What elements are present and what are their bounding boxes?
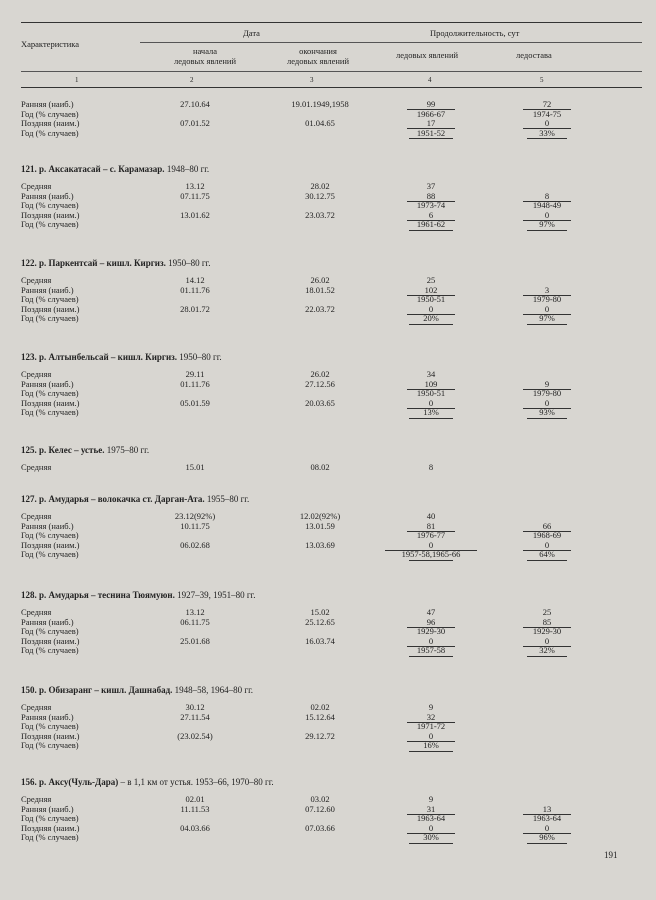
- cover-value: 96%: [539, 832, 555, 843]
- station-years: 1975–80 гг.: [106, 445, 150, 455]
- row-label: Ранняя (наиб.): [21, 99, 74, 109]
- end-value: 30.12.75: [305, 190, 335, 201]
- ice-value: 20%: [423, 313, 439, 324]
- ice-value: 99: [426, 99, 436, 109]
- fraction-bar: [407, 109, 455, 110]
- ice-value: 25: [426, 275, 436, 285]
- fraction-bar: [523, 314, 571, 315]
- col-num-3: 3: [310, 76, 314, 84]
- end-value: 08.02: [310, 462, 330, 472]
- page-number: 191: [604, 850, 618, 860]
- fraction-bar: [527, 560, 567, 561]
- cover-value: 0: [544, 397, 550, 408]
- end-value: 22.03.72: [305, 303, 335, 314]
- end-value: 28.02: [310, 181, 330, 191]
- row-label: Год (% случаев): [21, 200, 79, 211]
- row-label: Год (% случаев): [21, 530, 79, 541]
- fraction-bar: [527, 324, 567, 325]
- row-label: Ранняя (наиб.): [21, 378, 74, 389]
- end-value: 26.02: [310, 369, 330, 379]
- ice-value: 1973-74: [416, 200, 446, 211]
- header-end-ice: окончания ледовых явлений: [286, 46, 350, 66]
- row-label: Год (% случаев): [21, 127, 79, 138]
- ice-value: 0: [428, 397, 434, 408]
- row-label: Поздняя (наим.): [21, 303, 80, 314]
- cover-value: 0: [544, 635, 550, 646]
- start-value: 05.01.59: [180, 397, 210, 408]
- fraction-bar: [407, 833, 455, 834]
- cover-value: 0: [544, 209, 550, 220]
- header-bottom-rule: [21, 87, 642, 88]
- fraction-bar: [409, 230, 453, 231]
- row-label: Год (% случаев): [21, 645, 79, 656]
- header-ice-cover: ледостава: [516, 50, 552, 60]
- ice-value: 6: [428, 209, 434, 220]
- ice-value: 32: [426, 711, 436, 722]
- row-label: Поздняя (наим.): [21, 118, 80, 129]
- ice-value: 40: [426, 511, 436, 521]
- start-value: 01.11.76: [180, 284, 210, 295]
- cover-value: 1979-80: [532, 294, 562, 305]
- fraction-bar: [407, 531, 455, 532]
- ice-value: 0: [428, 635, 434, 646]
- cover-value: 85: [542, 616, 552, 627]
- fraction-bar: [409, 751, 453, 752]
- row-label: Год (% случаев): [21, 721, 79, 732]
- fraction-bar: [523, 295, 571, 296]
- station-number: 150.: [21, 685, 37, 695]
- station-years: 1955–80 гг.: [206, 494, 250, 504]
- end-value: 16.03.74: [305, 635, 335, 646]
- fraction-bar: [523, 627, 571, 628]
- fraction-bar: [523, 814, 571, 815]
- station-years: 1948–80 гг.: [166, 164, 210, 174]
- start-value: 13.12: [185, 181, 205, 191]
- fraction-bar: [409, 560, 453, 561]
- row-label: Средняя: [21, 462, 52, 472]
- ice-value: 102: [424, 284, 438, 295]
- row-label: Средняя: [21, 702, 52, 712]
- start-value: 11.11.53: [180, 803, 210, 814]
- end-value: 15.02: [310, 607, 330, 617]
- ice-value: 1951-52: [416, 127, 446, 138]
- start-value: 07.01.52: [180, 118, 210, 129]
- row-label: Средняя: [21, 607, 52, 617]
- fraction-bar: [407, 389, 455, 390]
- row-label: Год (% случаев): [21, 294, 79, 305]
- ice-value: 0: [428, 303, 434, 314]
- header-top-rule: [21, 22, 642, 23]
- station-years: 1948–58, 1964–80 гг.: [174, 685, 254, 695]
- row-label: Год (% случаев): [21, 740, 79, 751]
- row-label: Год (% случаев): [21, 407, 79, 418]
- end-value: 01.04.65: [305, 118, 335, 129]
- end-value: 19.01.1949,1958: [291, 99, 349, 109]
- start-value: 01.11.76: [180, 378, 210, 389]
- ice-value: 9: [428, 702, 434, 712]
- fraction-bar: [407, 627, 455, 628]
- row-label: Год (% случаев): [21, 219, 79, 230]
- row-label: Год (% случаев): [21, 388, 79, 399]
- start-value: 30.12: [185, 702, 205, 712]
- col-num-1: 1: [75, 76, 79, 84]
- cover-value: 1948-49: [532, 200, 562, 211]
- station-number: 127.: [21, 494, 37, 504]
- end-value: 07.12.60: [305, 803, 335, 814]
- cover-value: 93%: [539, 407, 555, 418]
- station-name: р. Алтынбельсай – кишл. Киргиз.: [39, 352, 178, 362]
- header-start-ice: начала ледовых явлений: [173, 46, 237, 66]
- cover-value: 97%: [539, 313, 555, 324]
- station-years: – в 1,1 км от устья. 1953–66, 1970–80 гг.: [120, 777, 274, 787]
- start-value: 07.11.75: [180, 190, 210, 201]
- end-value: 02.02: [310, 702, 330, 712]
- station-number: 125.: [21, 445, 37, 455]
- row-label: Ранняя (наиб.): [21, 284, 74, 295]
- header-characteristic: Характеристика: [21, 39, 80, 49]
- ice-value: 37: [426, 181, 436, 191]
- station-title: [21, 164, 209, 174]
- col-num-2: 2: [190, 76, 194, 84]
- station-title: [21, 258, 210, 268]
- fraction-bar: [407, 314, 455, 315]
- start-value: 06.02.68: [180, 539, 210, 550]
- row-label: Год (% случаев): [21, 108, 79, 119]
- fraction-bar: [407, 408, 455, 409]
- cover-value: 1929-30: [532, 626, 562, 637]
- ice-value: 47: [426, 607, 436, 617]
- start-value: 28.01.72: [180, 303, 210, 314]
- ice-value: 1929-30: [416, 626, 446, 637]
- fraction-bar: [523, 646, 571, 647]
- fraction-bar: [407, 741, 455, 742]
- cover-value: 1974-75: [532, 108, 562, 119]
- row-label: Средняя: [21, 275, 52, 285]
- ice-value: 17: [426, 118, 436, 129]
- end-value: 27.12.56: [305, 378, 335, 389]
- cover-value: 8: [544, 190, 550, 201]
- header-sub-rule: [140, 42, 642, 43]
- station-number: 123.: [21, 352, 37, 362]
- fraction-bar: [407, 646, 455, 647]
- fraction-bar: [527, 418, 567, 419]
- end-value: 26.02: [310, 275, 330, 285]
- start-value: 10.11.75: [180, 520, 210, 531]
- ice-value: 8: [428, 462, 434, 472]
- fraction-bar: [409, 418, 453, 419]
- ice-value: 0: [428, 730, 434, 741]
- cover-value: 97%: [539, 219, 555, 230]
- row-label: Год (% случаев): [21, 549, 79, 560]
- station-name: р. Обизаранг – кишл. Дашнабад.: [39, 685, 173, 695]
- cover-value: 0: [544, 303, 550, 314]
- fraction-bar: [523, 408, 571, 409]
- ice-value: 1976-77: [416, 530, 446, 541]
- start-value: 23.12(92%): [174, 511, 216, 521]
- end-value: 07.03.66: [305, 822, 335, 833]
- ice-value: 1971-72: [416, 721, 446, 732]
- cover-value: 3: [544, 284, 550, 295]
- ice-value: 0: [428, 539, 434, 550]
- row-label: Поздняя (наим.): [21, 539, 80, 550]
- start-value: 29.11: [185, 369, 205, 379]
- ice-value: 1966-67: [416, 108, 446, 119]
- station-number: 122.: [21, 258, 37, 268]
- cover-value: 64%: [539, 549, 555, 560]
- end-value: 15.12.64: [305, 711, 335, 722]
- fraction-bar: [409, 656, 453, 657]
- station-number: 121.: [21, 164, 37, 174]
- end-value: 29.12.72: [305, 730, 335, 741]
- cover-value: 1963-64: [532, 813, 562, 824]
- row-label: Средняя: [21, 369, 52, 379]
- cover-value: 0: [544, 822, 550, 833]
- fraction-bar: [523, 220, 571, 221]
- station-title: [21, 352, 222, 362]
- row-label: Поздняя (наим.): [21, 397, 80, 408]
- row-label: Поздняя (наим.): [21, 730, 80, 741]
- ice-value: 16%: [423, 740, 439, 751]
- station-name: р. Амударья – теснина Тюямуюн.: [39, 590, 175, 600]
- station-name: р. Амударья – волокачка ст. Дарган-Ата.: [39, 494, 205, 504]
- ice-value: 34: [426, 369, 436, 379]
- ice-value: 31: [426, 803, 436, 814]
- cover-value: 32%: [539, 645, 555, 656]
- cover-value: 72: [542, 99, 552, 109]
- fraction-bar: [407, 295, 455, 296]
- ice-value: 13%: [423, 407, 439, 418]
- fraction-bar: [523, 833, 571, 834]
- station-title: [21, 777, 274, 787]
- cover-value: 0: [544, 118, 550, 129]
- end-value: 13.03.69: [305, 539, 335, 550]
- cover-value: 9: [544, 378, 550, 389]
- cover-value: 1968-69: [532, 530, 562, 541]
- station-years: 1950–80 гг.: [179, 352, 222, 362]
- start-value: 27.11.54: [180, 711, 210, 722]
- fraction-bar: [523, 550, 571, 551]
- cover-value: 1979-80: [532, 388, 562, 399]
- header-ice-phenomena: ледовых явлений: [396, 50, 459, 60]
- station-name: р. Аксакатасай – с. Карамазар.: [39, 164, 165, 174]
- fraction-bar: [523, 201, 571, 202]
- ice-value: 1963-64: [416, 813, 446, 824]
- row-label: Ранняя (наиб.): [21, 190, 74, 201]
- start-value: 13.12: [185, 607, 205, 617]
- cover-value: 13: [542, 803, 552, 814]
- start-value: 06.11.75: [180, 616, 210, 627]
- station-name: р. Аксу(Чуль-Дара): [39, 777, 119, 787]
- fraction-bar: [407, 814, 455, 815]
- cover-value: 25: [542, 607, 552, 617]
- station-number: 128.: [21, 590, 37, 600]
- end-value: 23.03.72: [305, 209, 335, 220]
- ice-value: 30%: [423, 832, 439, 843]
- station-name: р. Паркентсай – кишл. Киргиз.: [39, 258, 166, 268]
- row-label: Поздняя (наим.): [21, 209, 80, 220]
- station-years: 1927–39, 1951–80 гг.: [177, 590, 256, 600]
- row-label: Год (% случаев): [21, 626, 79, 637]
- station-name: р. Келес – устье.: [39, 445, 105, 455]
- row-label: Ранняя (наиб.): [21, 520, 74, 531]
- station-title: [21, 445, 149, 455]
- row-label: Поздняя (наим.): [21, 635, 80, 646]
- start-value: 04.03.66: [180, 822, 210, 833]
- ice-value: 1957-58,1965-66: [401, 549, 461, 560]
- end-value: 03.02: [310, 794, 330, 804]
- fraction-bar: [407, 722, 455, 723]
- ice-value: 9: [428, 794, 434, 804]
- station-number: 156.: [21, 777, 37, 787]
- header-duration: Продолжительность, сут: [430, 28, 520, 38]
- row-label: Год (% случаев): [21, 313, 79, 324]
- col-num-5: 5: [540, 76, 544, 84]
- start-value: (23.02.54): [177, 730, 213, 741]
- start-value: 02.01: [185, 794, 205, 804]
- start-value: 15.01: [185, 462, 205, 472]
- station-title: [21, 590, 255, 600]
- row-label: Средняя: [21, 794, 52, 804]
- ice-value: 1950-51: [416, 388, 446, 399]
- row-label: Ранняя (наиб.): [21, 711, 74, 722]
- fraction-bar: [409, 324, 453, 325]
- start-value: 25.01.68: [180, 635, 210, 646]
- row-label: Поздняя (наим.): [21, 822, 80, 833]
- fraction-bar: [385, 550, 477, 551]
- row-label: Средняя: [21, 181, 52, 191]
- station-years: 1950–80 гг.: [168, 258, 211, 268]
- start-value: 27.10.64: [180, 99, 210, 109]
- header-date: Дата: [243, 28, 260, 38]
- start-value: 14.12: [185, 275, 205, 285]
- station-title: [21, 685, 253, 695]
- fraction-bar: [407, 220, 455, 221]
- ice-value: 81: [426, 520, 436, 531]
- fraction-bar: [523, 389, 571, 390]
- fraction-bar: [523, 531, 571, 532]
- fraction-bar: [523, 109, 571, 110]
- col-num-4: 4: [428, 76, 432, 84]
- end-value: 25.12.65: [305, 616, 335, 627]
- end-value: 13.01.59: [305, 520, 335, 531]
- fraction-bar: [523, 128, 571, 129]
- fraction-bar: [527, 230, 567, 231]
- fraction-bar: [527, 656, 567, 657]
- header-mid-rule: [21, 71, 642, 72]
- end-value: 12.02(92%): [299, 511, 341, 521]
- station-title: [21, 494, 249, 504]
- fraction-bar: [407, 201, 455, 202]
- cover-value: 33%: [539, 127, 555, 138]
- start-value: 13.01.62: [180, 209, 210, 220]
- fraction-bar: [527, 843, 567, 844]
- ice-value: 88: [426, 190, 436, 201]
- fraction-bar: [527, 138, 567, 139]
- ice-value: 0: [428, 822, 434, 833]
- cover-value: 0: [544, 539, 550, 550]
- ice-value: 1950-51: [416, 294, 446, 305]
- row-label: Ранняя (наиб.): [21, 803, 74, 814]
- fraction-bar: [407, 128, 455, 129]
- ice-value: 1961-62: [416, 219, 446, 230]
- row-label: Средняя: [21, 511, 52, 521]
- row-label: Год (% случаев): [21, 813, 79, 824]
- ice-value: 96: [426, 616, 436, 627]
- row-label: Год (% случаев): [21, 832, 79, 843]
- fraction-bar: [409, 843, 453, 844]
- row-label: Ранняя (наиб.): [21, 616, 74, 627]
- fraction-bar: [409, 138, 453, 139]
- cover-value: 66: [542, 520, 552, 531]
- ice-value: 109: [424, 378, 438, 389]
- end-value: 18.01.52: [305, 284, 335, 295]
- end-value: 20.03.65: [305, 397, 335, 408]
- ice-value: 1957-58: [416, 645, 446, 656]
